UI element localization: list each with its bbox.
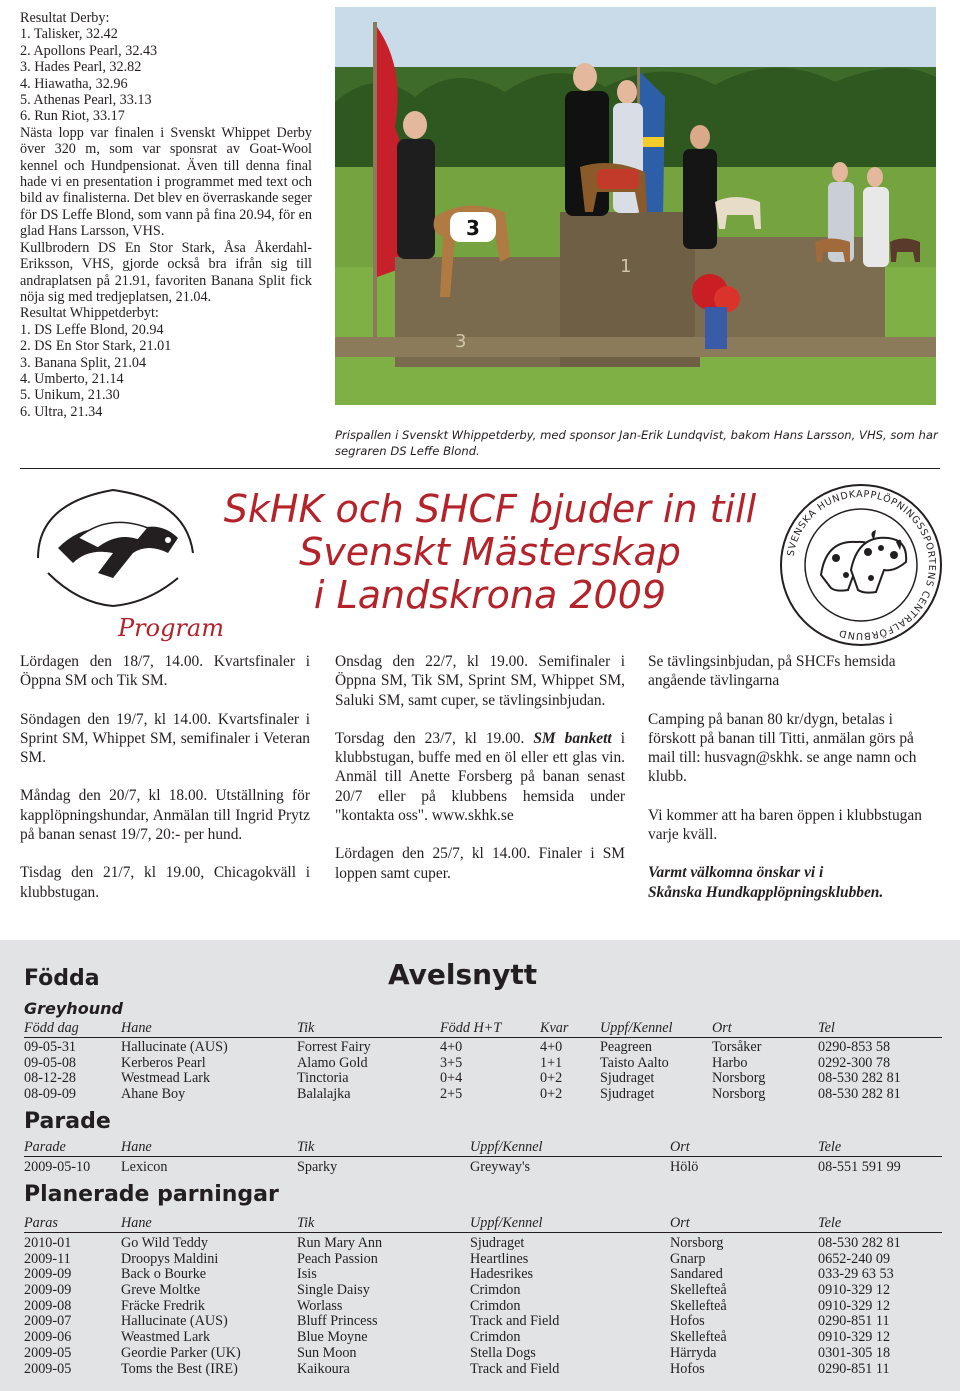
- plan-cell: Fräcke Fredrik: [121, 1297, 205, 1314]
- plan-cell: Hallucinate (AUS): [121, 1313, 228, 1330]
- parade-header-cell: Parade: [24, 1139, 66, 1155]
- plan-header-cell: Tele: [818, 1215, 842, 1231]
- parade-heading: Parade: [24, 1109, 111, 1134]
- fodda-cell: Norsborg: [712, 1086, 766, 1103]
- plan-cell: Bluff Princess: [297, 1313, 378, 1330]
- plan-cell: 08-530 282 81: [818, 1235, 901, 1251]
- plan-cell: Crimdon: [470, 1297, 521, 1314]
- plan-row: [24, 1236, 942, 1252]
- photo-caption: Prispallen i Svenskt Whippetderby, med sponsor Jan-Erik Lundqvist, bakom Hans Larsson, VHS, som har segraren DS Leffe Blond.: [335, 428, 938, 458]
- plan-cell: Hofos: [670, 1360, 705, 1377]
- info-camping: Camping på banan 80 kr/dygn, betalas i förskott på banan till Titti, anmälan görs på mail till: husvagn@skhk. se ange namn och klubb.: [648, 710, 917, 786]
- program-title: Program: [118, 614, 224, 642]
- plan-cell: Single Daisy: [297, 1282, 370, 1299]
- fodda-cell: Balalajka: [297, 1086, 351, 1103]
- fodda-cell: 3+5: [440, 1054, 463, 1071]
- derby-results-heading: Resultat Derby:: [20, 10, 110, 26]
- plan-cell: 2010-01: [24, 1235, 72, 1251]
- fodda-cell: 0292-300 78: [818, 1054, 891, 1071]
- whippet-result-2: 2. DS En Stor Stark, 21.01: [20, 338, 172, 355]
- greyhound-logo-icon: [18, 478, 208, 618]
- fodda-cell: Norsborg: [712, 1070, 766, 1087]
- fodda-row: [24, 1071, 942, 1087]
- plan-cell: Blue Moyne: [297, 1329, 368, 1346]
- fodda-cell: 08-12-28: [24, 1070, 77, 1087]
- whippet-result-1: 1. DS Leffe Blond, 20.94: [20, 321, 164, 338]
- dog-bib-number: 3: [466, 216, 480, 240]
- plan-cell: 033-29 63 53: [818, 1266, 894, 1283]
- fodda-cell: Peagreen: [600, 1039, 652, 1055]
- fodda-header-cell: Född H+T: [440, 1020, 502, 1036]
- headline-line-3: i Landskrona 2009: [313, 573, 667, 617]
- fodda-header-cell: Hane: [121, 1020, 152, 1036]
- welcome-line-2: Skånska Hundkapplöpningsklubben.: [648, 883, 884, 901]
- planned-matings-heading: Planerade parningar: [24, 1182, 279, 1207]
- fodda-row: [24, 1087, 942, 1103]
- plan-header-cell: Hane: [121, 1215, 152, 1231]
- fodda-cell: Alamo Gold: [297, 1054, 368, 1071]
- plan-cell: 2009-08: [24, 1297, 72, 1314]
- program-thursday: [335, 729, 625, 825]
- fodda-row: [24, 1040, 942, 1056]
- plan-cell: Kaikoura: [297, 1360, 350, 1377]
- plan-cell: 0910-329 12: [818, 1329, 891, 1346]
- parade-cell: 08-551 591 99: [818, 1159, 901, 1175]
- plan-cell: Droopys Maldini: [121, 1250, 219, 1267]
- greyhound-subheading: Greyhound: [24, 999, 123, 1018]
- derby-result-1: 1. Talisker, 32.42: [20, 26, 118, 43]
- plan-cell: Crimdon: [470, 1282, 521, 1299]
- derby-result-4: 4. Hiawatha, 32.96: [20, 75, 128, 92]
- info-competition: Se tävlingsinbjudan, på SHCFs hemsida angående tävlingarna: [648, 653, 896, 690]
- section-divider: [20, 468, 940, 469]
- program-saturday: Lördagen den 18/7, 14.00. Kvartsfinaler i Öppna SM och Tik SM.: [20, 653, 310, 690]
- skhk-logo: [18, 478, 208, 618]
- plan-row: [24, 1330, 942, 1346]
- thursday-details: i klubbstugan, buffe med en öl eller ett glas vin. Anmäl till Anette Forsberg på banan senast 20/7 eller på klubbens hemsida under "kontakta oss". www.skhk.se: [335, 729, 625, 825]
- fodda-cell: 4+0: [440, 1039, 463, 1055]
- fodda-cell: Taisto Aalto: [600, 1054, 669, 1071]
- parade-row: [24, 1160, 942, 1176]
- fodda-cell: Harbo: [712, 1054, 748, 1071]
- parade-cell: Greyway's: [470, 1159, 531, 1175]
- plan-cell: Geordie Parker (UK): [121, 1344, 241, 1361]
- plan-header-cell: Ort: [670, 1215, 690, 1231]
- fodda-cell: Sjudraget: [600, 1070, 655, 1087]
- plan-cell: 2009-09: [24, 1282, 72, 1299]
- fodda-cell: 08-09-09: [24, 1086, 77, 1103]
- plan-cell: 2009-06: [24, 1329, 72, 1346]
- plan-cell: Gnarp: [670, 1250, 706, 1267]
- plan-cell: 2009-05: [24, 1344, 72, 1361]
- plan-cell: Crimdon: [470, 1329, 521, 1346]
- plan-header-row: [24, 1214, 942, 1233]
- plan-row: [24, 1314, 942, 1330]
- fodda-cell: Westmead Lark: [121, 1070, 211, 1087]
- plan-row: [24, 1252, 942, 1268]
- program-sunday: Söndagen den 19/7, kl 14.00. Kvartsfinaler i Sprint SM, Whippet SM, semifinaler i Veteran SM.: [20, 710, 310, 767]
- plan-cell: Heartlines: [470, 1250, 529, 1267]
- plan-cell: 0290-851 11: [818, 1313, 890, 1330]
- whippet-final-paragraph: Nästa lopp var finalen i Svenskt Whippet Derby över 320 m, som var sponsrat av Goat-Wool kennel och Hundpensionat. Även till denna final hade vi en presentation i programmet med text och bild av finalisterna. Det blev en överraskande seger för DS Leffe Blond, som vann på fina 20.94, för en glad Hans Larsson, VHS.: [20, 124, 312, 240]
- parade-header-cell: Ort: [670, 1139, 690, 1155]
- program-column-3: [648, 652, 940, 902]
- program-tuesday: Tisdag den 21/7, kl 19.00, Chicagokväll i klubbstugan.: [20, 864, 310, 901]
- fodda-cell: 1+1: [540, 1054, 563, 1071]
- plan-cell: Greve Moltke: [121, 1282, 201, 1299]
- parade-header-cell: Uppf/Kennel: [470, 1139, 543, 1155]
- parade-cell: Hölö: [670, 1159, 699, 1175]
- plan-cell: Skellefteå: [670, 1282, 727, 1299]
- plan-cell: Hofos: [670, 1313, 705, 1330]
- podium-1-label: 1: [620, 256, 632, 277]
- whippet-result-4: 4. Umberto, 21.14: [20, 370, 124, 387]
- runner-up-paragraph: Kullbrodern DS En Stor Stark, Åsa Åkerdahl-Eriksson, VHS, gjorde också bra ifrån sig till andraplatsen på 21.91, favoriten Banana Split fick nöja sig med tredjeplatsen, 21.04.: [20, 239, 312, 305]
- fodda-row: [24, 1056, 942, 1072]
- fodda-cell: Torsåker: [712, 1039, 762, 1055]
- thursday-intro: Torsdag den 23/7, kl 19.00.: [335, 729, 525, 747]
- plan-cell: 2009-07: [24, 1313, 72, 1330]
- sm-bankett: SM bankett: [533, 729, 612, 747]
- fodda-header-cell: Kvar: [540, 1020, 569, 1036]
- fodda-cell: 08-530 282 81: [818, 1086, 901, 1103]
- fodda-cell: 4+0: [540, 1039, 563, 1055]
- fodda-heading: Födda: [24, 966, 100, 991]
- whippet-result-5: 5. Unikum, 21.30: [20, 387, 120, 404]
- podium-scene: [335, 7, 936, 405]
- derby-result-3: 3. Hades Pearl, 32.82: [20, 59, 142, 76]
- program-column-1: [20, 652, 310, 921]
- plan-cell: 0910-329 12: [818, 1297, 891, 1314]
- program-column-2: [335, 652, 625, 902]
- fodda-header-row: [24, 1019, 942, 1038]
- headline-line-1: SkHK och SHCF bjuder in till: [223, 487, 757, 531]
- headline-line-2: Svenskt Mästerskap: [299, 530, 681, 574]
- welcome-line-1: Varmt välkomna önskar vi i: [648, 864, 824, 882]
- parade-cell: 2009-05-10: [24, 1159, 91, 1175]
- parade-cell: Lexicon: [121, 1159, 168, 1175]
- plan-header-cell: Uppf/Kennel: [470, 1215, 543, 1231]
- fodda-cell: 09-05-08: [24, 1054, 77, 1071]
- derby-column: [20, 10, 312, 420]
- dalmatian-seal-icon: [776, 480, 946, 650]
- plan-cell: Sun Moon: [297, 1344, 357, 1361]
- seal-ring-text: SVENSKA HUNDKAPPLÖPNINGSSPORTENS CENTRALFÖRBUND: [785, 488, 938, 642]
- plan-row: [24, 1283, 942, 1299]
- parade-header-row: [24, 1138, 942, 1157]
- fodda-cell: Kerberos Pearl: [121, 1054, 206, 1071]
- plan-cell: Track and Field: [470, 1313, 560, 1330]
- plan-cell: Worlass: [297, 1297, 343, 1314]
- plan-cell: 0290-851 11: [818, 1360, 890, 1377]
- parade-header-cell: Hane: [121, 1139, 152, 1155]
- plan-cell: 0652-240 09: [818, 1250, 891, 1267]
- plan-cell: 0910-329 12: [818, 1282, 891, 1299]
- plan-header-cell: Tik: [297, 1215, 315, 1231]
- plan-cell: Back o Bourke: [121, 1266, 207, 1283]
- plan-cell: Norsborg: [670, 1235, 724, 1251]
- planned-matings-table: [24, 1214, 942, 1377]
- plan-row: [24, 1267, 942, 1283]
- plan-cell: Go Wild Teddy: [121, 1235, 208, 1251]
- podium-3-label: 3: [455, 331, 467, 352]
- plan-row: [24, 1362, 942, 1378]
- fodda-cell: 08-530 282 81: [818, 1070, 901, 1087]
- plan-cell: Sjudraget: [470, 1235, 525, 1251]
- whippet-result-6: 6. Ultra, 21.34: [20, 403, 103, 420]
- plan-cell: Isis: [297, 1266, 317, 1283]
- fodda-header-cell: Ort: [712, 1020, 732, 1036]
- plan-cell: 2009-05: [24, 1360, 72, 1377]
- invitation-headline: [210, 488, 770, 617]
- fodda-cell: Sjudraget: [600, 1086, 655, 1103]
- podium-photo: [335, 7, 936, 405]
- fodda-cell: 09-05-31: [24, 1039, 77, 1055]
- fodda-header-cell: Uppf/Kennel: [600, 1020, 673, 1036]
- plan-cell: Sandared: [670, 1266, 723, 1283]
- fodda-header-cell: Tik: [297, 1020, 315, 1036]
- plan-row: [24, 1299, 942, 1315]
- whippet-results-heading: Resultat Whippetderbyt:: [20, 305, 159, 322]
- program-monday: Måndag den 20/7, kl 18.00. Utställning för kapplöpningshundar, Anmälan till Ingrid Prytz på banan senast 19/7, 20:- per hund.: [20, 787, 310, 844]
- fodda-cell: 2+5: [440, 1086, 463, 1103]
- plan-cell: Skellefteå: [670, 1297, 727, 1314]
- derby-result-5: 5. Athenas Pearl, 33.13: [20, 92, 152, 109]
- fodda-header-cell: Född dag: [24, 1020, 79, 1036]
- plan-cell: 2009-09: [24, 1266, 72, 1283]
- plan-cell: Run Mary Ann: [297, 1235, 383, 1251]
- fodda-cell: 0290-853 58: [818, 1039, 891, 1055]
- avelsnytt-heading: Avelsnytt: [388, 958, 538, 991]
- parade-table: [24, 1138, 942, 1176]
- program-final-saturday: Lördagen den 25/7, kl 14.00. Finaler i SM loppen samt cuper.: [335, 845, 625, 882]
- plan-cell: Track and Field: [470, 1360, 560, 1377]
- plan-header-cell: Paras: [24, 1215, 58, 1231]
- plan-cell: Peach Passion: [297, 1250, 378, 1267]
- plan-cell: 2009-11: [24, 1250, 71, 1267]
- plan-cell: Weastmed Lark: [121, 1329, 211, 1346]
- parade-header-cell: Tik: [297, 1139, 315, 1155]
- parade-cell: Sparky: [297, 1159, 338, 1175]
- fodda-cell: Tinctoria: [297, 1070, 349, 1087]
- fodda-cell: Ahane Boy: [121, 1086, 186, 1103]
- fodda-table: [24, 1019, 942, 1103]
- program-wednesday: Onsdag den 22/7, kl 19.00. Semifinaler i Öppna SM, Tik SM, Sprint SM, Whippet SM, Saluki SM, samt cuper, se tävlingsinbjudan.: [335, 653, 625, 709]
- shcf-logo: [776, 480, 946, 650]
- fodda-cell: Forrest Fairy: [297, 1039, 371, 1055]
- plan-cell: Härryda: [670, 1344, 717, 1361]
- plan-cell: Stella Dogs: [470, 1344, 536, 1361]
- plan-cell: 0301-305 18: [818, 1344, 891, 1361]
- derby-result-6: 6. Run Riot, 33.17: [20, 108, 125, 125]
- fodda-header-cell: Tel: [818, 1020, 835, 1036]
- plan-cell: Skellefteå: [670, 1329, 727, 1346]
- parade-header-cell: Tele: [818, 1139, 842, 1155]
- fodda-cell: 0+4: [440, 1070, 463, 1087]
- info-bar: Vi kommer att ha baren öppen i klubbstugan varje kväll.: [648, 806, 922, 844]
- whippet-result-3: 3. Banana Split, 21.04: [20, 354, 147, 371]
- plan-row: [24, 1346, 942, 1362]
- plan-cell: Toms the Best (IRE): [121, 1360, 238, 1377]
- derby-result-2: 2. Apollons Pearl, 32.43: [20, 42, 158, 59]
- fodda-cell: Hallucinate (AUS): [121, 1039, 228, 1055]
- fodda-cell: 0+2: [540, 1070, 563, 1087]
- fodda-cell: 0+2: [540, 1086, 563, 1103]
- plan-cell: Hadesrikes: [470, 1266, 534, 1283]
